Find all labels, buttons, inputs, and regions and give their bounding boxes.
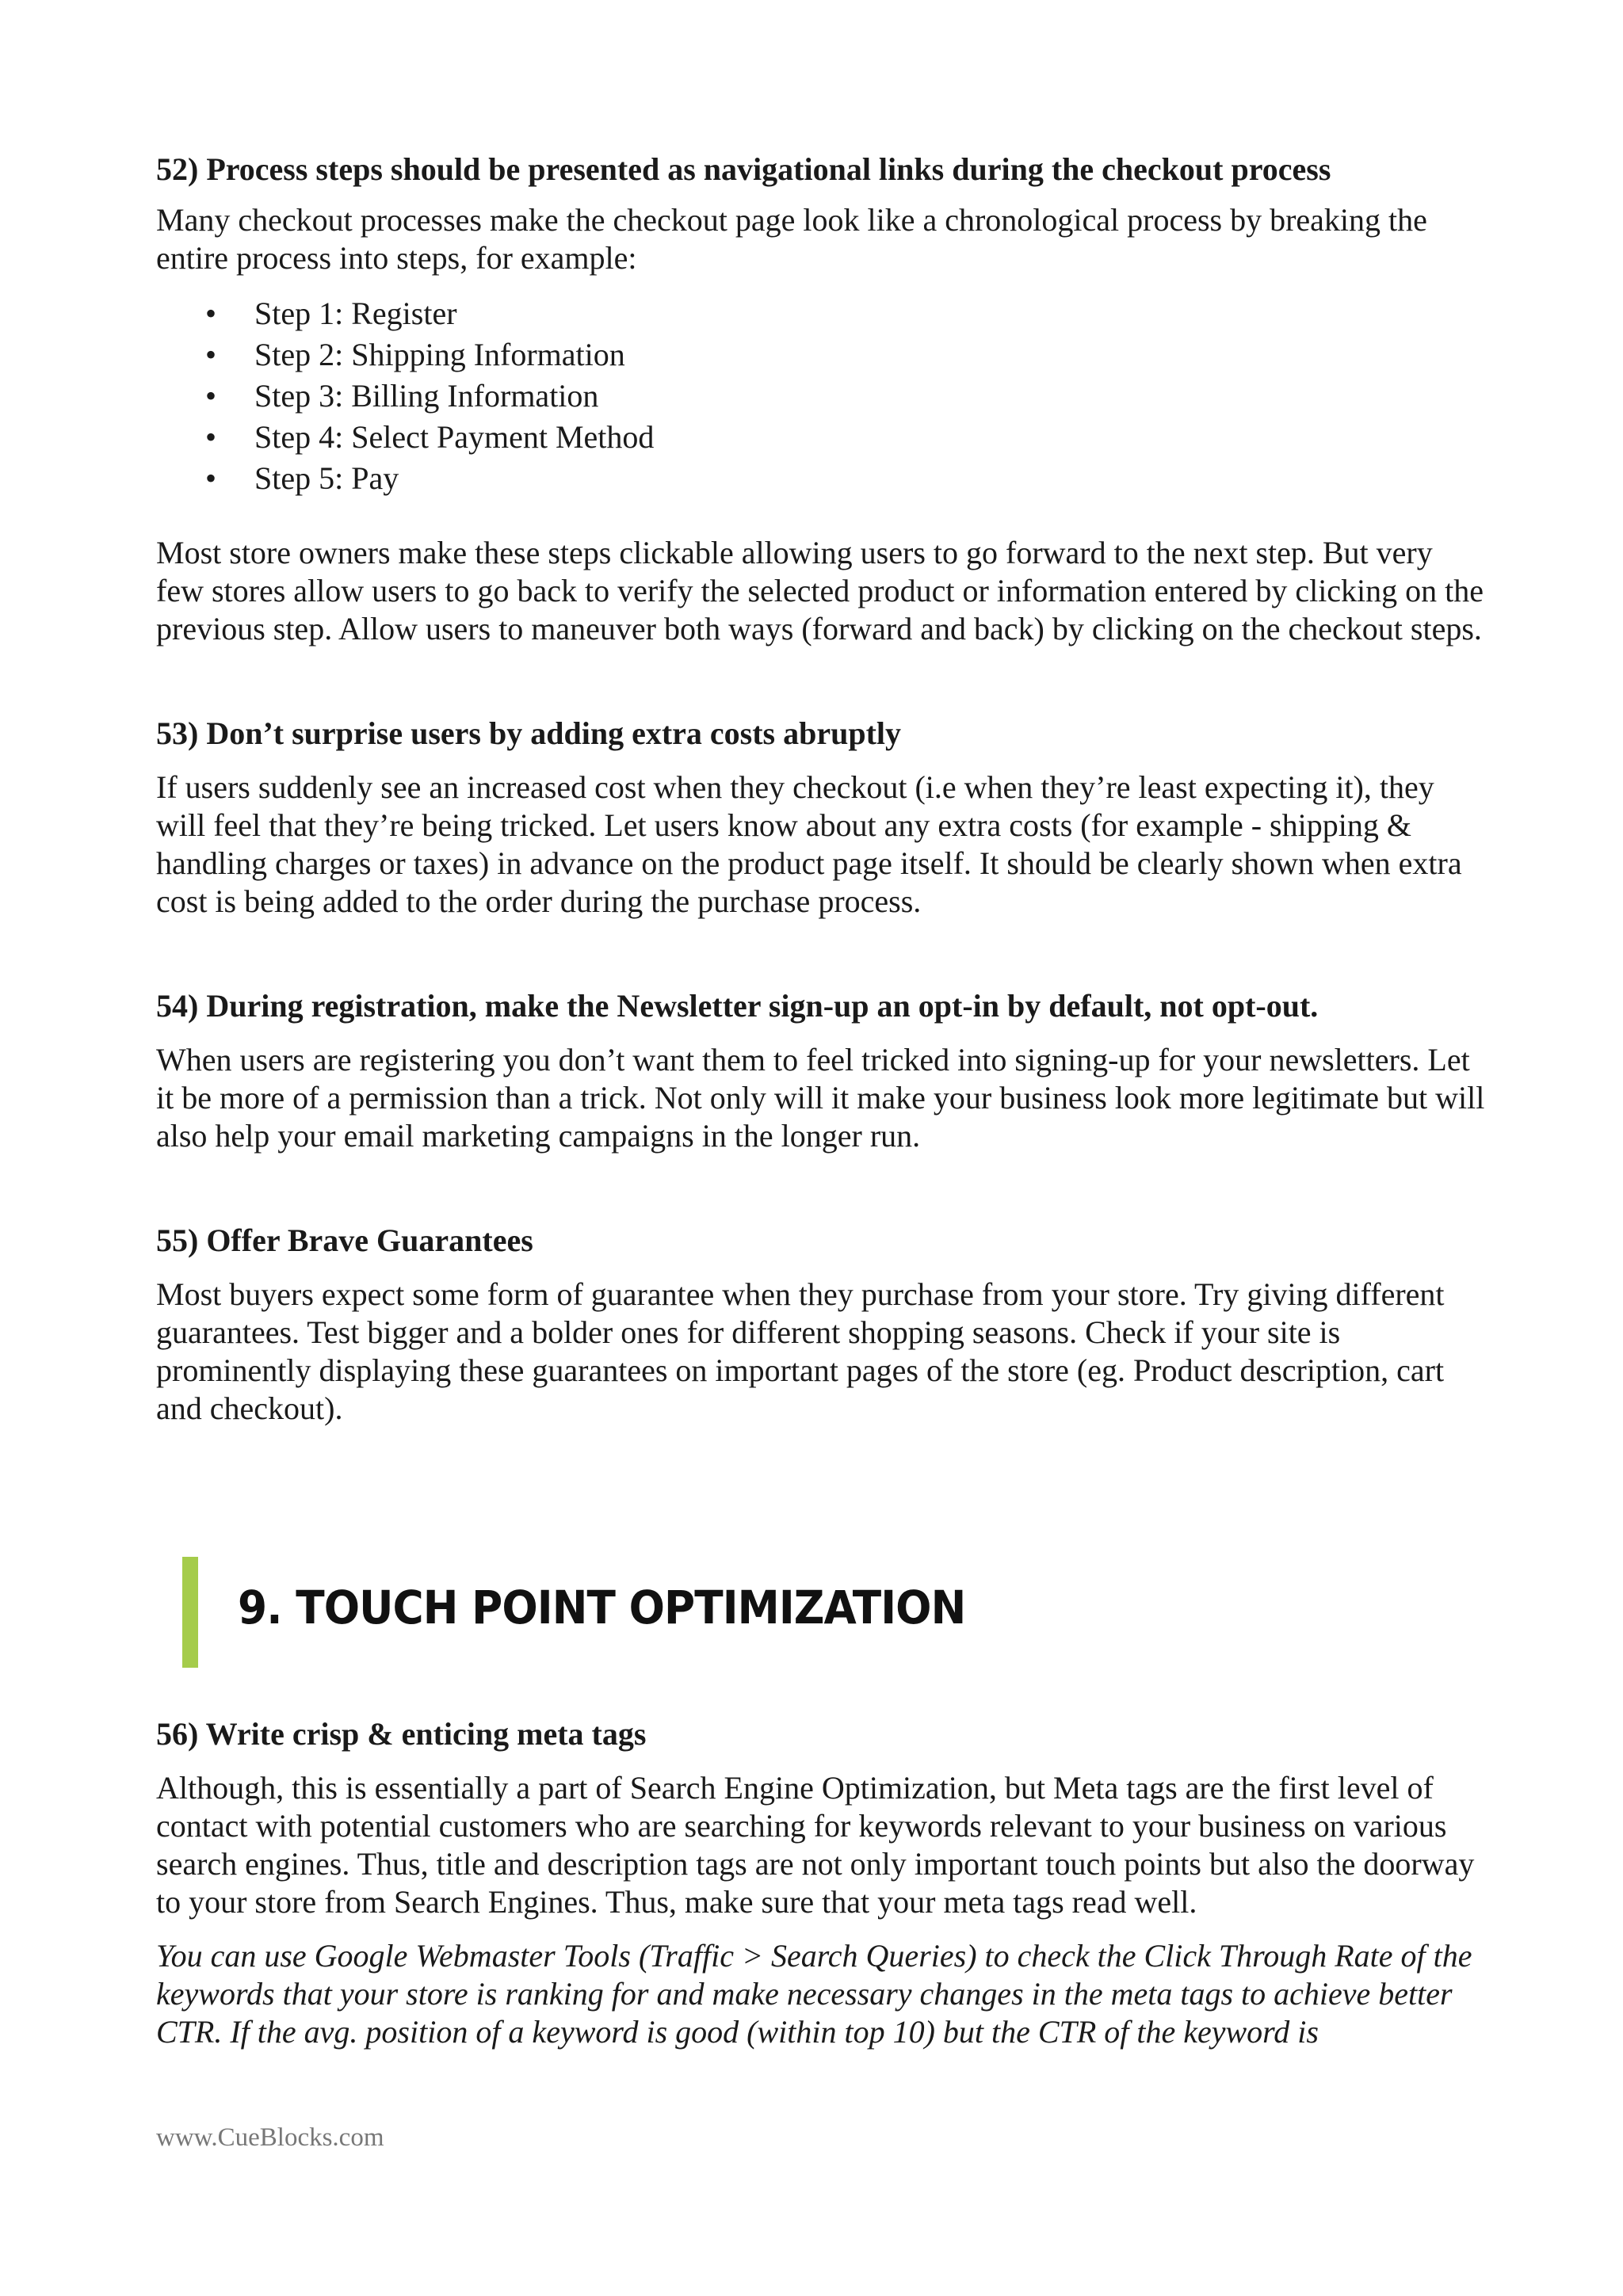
checkout-steps-list: [156, 293, 1487, 499]
bullet-icon: •: [205, 337, 217, 372]
tip-56: [156, 1715, 1487, 2051]
bullet-icon: •: [205, 460, 217, 496]
tip-52-intro: Many checkout processes make the checkout page look like a chronological process by breaking the entire process into steps, for example:: [156, 202, 1427, 276]
tip-56-italic-note: You can use Google Webmaster Tools (Traffic > Search Queries) to check the Click Through Rate of the keywords that your store is ranking for and make necessary changes in the meta tags to achieve better CTR. If the avg. position of a keyword is good (within top 10) but the CTR of the keyword is: [156, 1938, 1472, 2050]
bullet-icon: •: [205, 378, 217, 414]
tip-56-body: Although, this is essentially a part of Search Engine Optimization, but Meta tags are the first level of contact with potential customers who are searching for keywords relevant to your business on various search engines. Thus, title and description tags are not only important touch points but also the doorway to your store from Search Engines. Thus, make sure that your meta tags read well.: [156, 1770, 1475, 1920]
list-item: • Step 5: Pay: [156, 458, 1487, 499]
list-item: • Step 1: Register: [156, 293, 1487, 334]
section-banner: [182, 1557, 1133, 1668]
list-item: • Step 2: Shipping Information: [156, 334, 1487, 376]
bullet-icon: •: [205, 296, 217, 331]
footer-website: www.CueBlocks.com: [156, 2123, 384, 2152]
list-item: • Step 4: Select Payment Method: [156, 417, 1487, 458]
bullet-icon: •: [205, 419, 217, 455]
tip-55-title: 55) Offer Brave Guarantees: [156, 1222, 533, 1258]
tip-52-title: 52) Process steps should be presented as navigational links during the checkout process: [156, 151, 1331, 187]
upper-content: [156, 151, 1487, 1428]
section-title: 9. TOUCH POINT OPTIMIZATION: [238, 1581, 966, 1634]
tip-53-title: 53) Don’t surprise users by adding extra costs abruptly: [156, 715, 902, 751]
tip-54: [156, 987, 1487, 1155]
tip-54-body: When users are registering you don’t want them to feel tricked into signing-up for your newsletters. Let it be more of a permission than a trick. Not only will it make your business look more legitimate but will also help your email marketing campaigns in the longer run.: [156, 1042, 1485, 1154]
tip-53: [156, 715, 1487, 921]
tip-54-title: 54) During registration, make the Newsletter sign-up an opt-in by default, not opt-out.: [156, 988, 1319, 1024]
tip-52: [156, 151, 1487, 648]
tip-55: [156, 1222, 1487, 1428]
list-item: • Step 3: Billing Information: [156, 376, 1487, 417]
tip-52-body: Most store owners make these steps clickable allowing users to go forward to the next step. But very few stores allow users to go back to verify the selected product or information entered by clicking on the previous step. Allow users to maneuver both ways (forward and back) by clicking on the checkout steps.: [156, 535, 1484, 646]
tip-56-title: 56) Write crisp & enticing meta tags: [156, 1716, 647, 1752]
tip-55-body: Most buyers expect some form of guarantee when they purchase from your store. Try giving different guarantees. Test bigger and a bolder ones for different shopping seasons. Check if your site is prominently displaying these guarantees on important pages of the store (eg. Product description, cart and checkout).: [156, 1276, 1445, 1426]
tip-53-body: If users suddenly see an increased cost when they checkout (i.e when they’re least expecting it), they will feel that they’re being tricked. Let users know about any extra costs (for example - shipping & handling charges or taxes) in advance on the product page itself. It should be clearly shown when extra cost is being added to the order during the purchase process.: [156, 769, 1462, 919]
section-accent-bar: [182, 1557, 198, 1668]
